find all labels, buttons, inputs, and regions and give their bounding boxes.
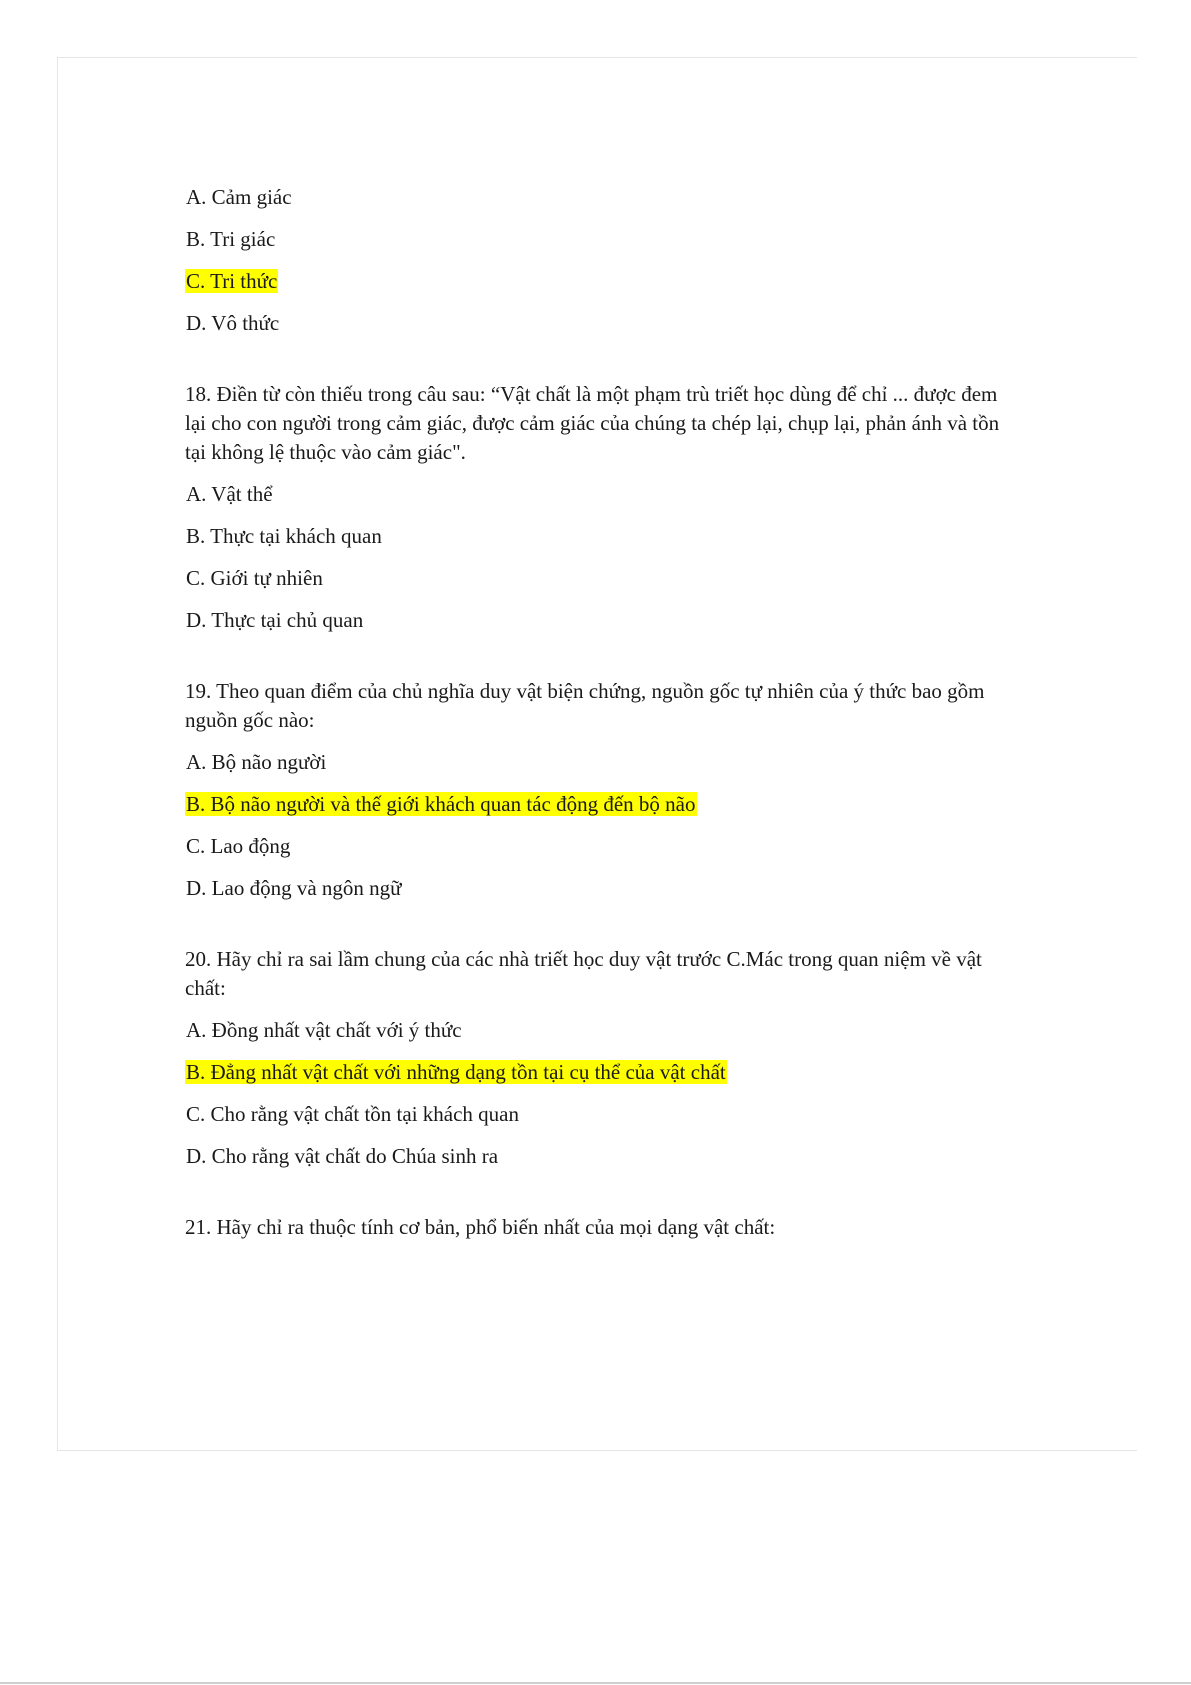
option-text: A. Đồng nhất vật chất với ý thức (186, 1018, 462, 1042)
option-c (185, 564, 1005, 593)
option-a (185, 480, 1005, 509)
option-b (185, 522, 1005, 551)
option-text: D. Vô thức (186, 311, 280, 335)
option-b (185, 790, 1005, 819)
option-text: A. Bộ não người (186, 750, 327, 774)
question-text: 21. Hãy chỉ ra thuộc tính cơ bản, phổ biến nhất của mọi dạng vật chất: (185, 1215, 776, 1239)
option-b (185, 1058, 1005, 1087)
option-b (185, 225, 1005, 254)
option-text: A. Cảm giác (186, 185, 292, 209)
option-text: C. Cho rằng vật chất tồn tại khách quan (186, 1102, 519, 1126)
option-text: D. Cho rằng vật chất do Chúa sinh ra (186, 1144, 499, 1168)
option-d (185, 309, 1005, 338)
question-block-20 (185, 945, 1005, 1171)
quiz-content (185, 183, 1005, 1284)
option-d (185, 606, 1005, 635)
option-d (185, 1142, 1005, 1171)
option-c (185, 1100, 1005, 1129)
question-block-21 (185, 1213, 1005, 1242)
option-c (185, 267, 1005, 296)
option-a (185, 183, 1005, 212)
option-text: D. Thực tại chủ quan (186, 608, 364, 632)
option-a (185, 748, 1005, 777)
option-text: B. Thực tại khách quan (186, 524, 382, 548)
option-text: A. Vật thể (186, 482, 273, 506)
option-text: D. Lao động và ngôn ngữ (186, 876, 402, 900)
option-a (185, 1016, 1005, 1045)
page-separator (0, 1682, 1191, 1684)
question-block-17 (185, 183, 1005, 338)
option-text: B. Tri giác (186, 227, 276, 251)
question-block-19 (185, 677, 1005, 903)
option-text: B. Bộ não người và thế giới khách quan tác động đến bộ não (186, 792, 696, 816)
question-text: 18. Điền từ còn thiếu trong câu sau: “Vật chất là một phạm trù triết học dùng để chỉ ... được đem lại cho con người trong cảm giác, được cảm giác của chúng ta chép lại, chụp lại, phản ánh và tồn tại không lệ thuộc vào cảm giác". (185, 382, 1000, 464)
question-block-18 (185, 380, 1005, 635)
option-text: C. Giới tự nhiên (186, 566, 323, 590)
option-d (185, 874, 1005, 903)
option-text: B. Đẳng nhất vật chất với những dạng tồn tại cụ thể của vật chất (186, 1060, 726, 1084)
option-c (185, 832, 1005, 861)
option-text: C. Tri thức (186, 269, 278, 293)
question-text: 20. Hãy chỉ ra sai lầm chung của các nhà triết học duy vật trước C.Mác trong quan niệm về vật chất: (185, 947, 982, 1000)
question-text: 19. Theo quan điểm của chủ nghĩa duy vật biện chứng, nguồn gốc tự nhiên của ý thức bao gồm nguồn gốc nào: (185, 679, 985, 732)
option-text: C. Lao động (186, 834, 291, 858)
